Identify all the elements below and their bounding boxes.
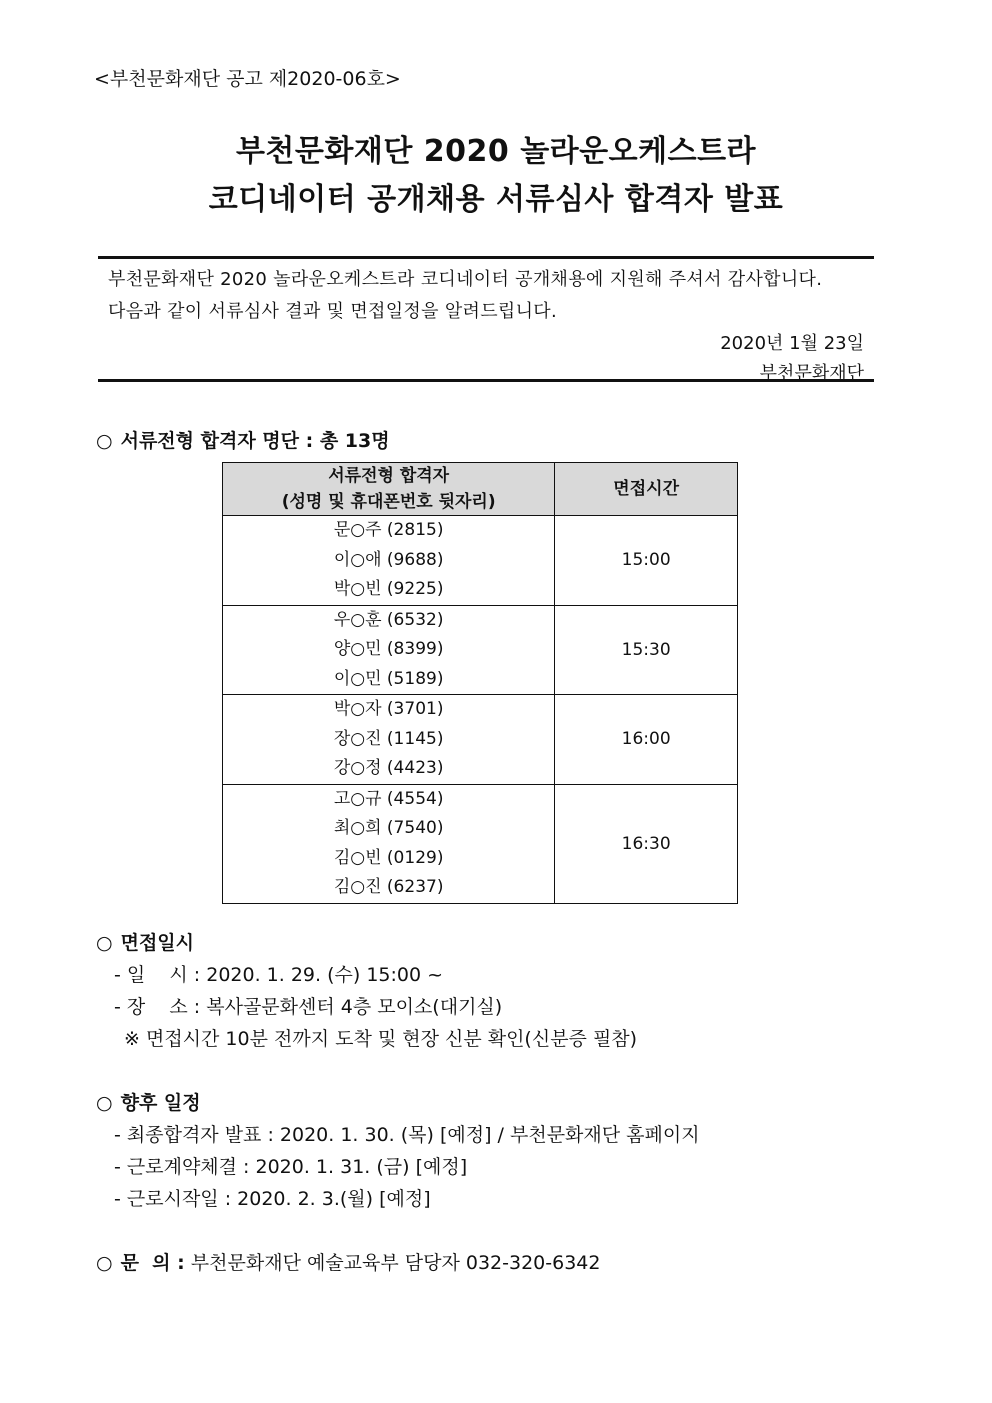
candidate-entry: 이○애 (9688) bbox=[333, 549, 444, 570]
notice-number: <부천문화재단 공고 제2020-06호> bbox=[94, 68, 401, 90]
candidate-group bbox=[223, 516, 555, 606]
interview-note: ※ 면접시간 10분 전까지 도착 및 현장 신분 확인(신분증 필참) bbox=[124, 1028, 638, 1050]
circle-bullet-icon: ○ bbox=[96, 1252, 113, 1274]
schedule-item: - 근로시작일 : 2020. 2. 3.(월) [예정] bbox=[114, 1188, 431, 1210]
circle-bullet-icon: ○ bbox=[96, 430, 113, 452]
intro-text-1: 부천문화재단 2020 놀라운오케스트라 코디네이터 공개채용에 지원해 주셔서 감사합니다. bbox=[108, 269, 823, 290]
interview-time: 16:00 bbox=[555, 695, 738, 785]
pass-list-table bbox=[222, 462, 738, 904]
header-interview-time: 면접시간 bbox=[555, 463, 738, 516]
candidate-entry: 김○빈 (0129) bbox=[333, 847, 444, 868]
circle-bullet-icon: ○ bbox=[96, 1092, 113, 1114]
contact-line bbox=[96, 1248, 600, 1275]
announcement-date: 2020년 1월 23일 bbox=[720, 333, 864, 354]
candidate-entry: 박○빈 (9225) bbox=[333, 579, 444, 599]
table-row bbox=[223, 784, 738, 903]
candidate-entry: 이○민 (5189) bbox=[333, 668, 444, 689]
table-row bbox=[223, 695, 738, 785]
schedule-item: - 최종합격자 발표 : 2020. 1. 30. (목) [예정] / 부천문화재단 홈페이지 bbox=[114, 1124, 700, 1146]
pass-list-section-heading bbox=[96, 426, 390, 453]
candidate-entry: 문○주 (2815) bbox=[333, 520, 444, 540]
table-row bbox=[223, 516, 738, 606]
candidate-group bbox=[223, 695, 555, 785]
schedule-item: - 근로계약체결 : 2020. 1. 31. (금) [예정] bbox=[114, 1156, 468, 1178]
contact-text: 부천문화재단 예술교육부 담당자 032-320-6342 bbox=[190, 1252, 601, 1274]
candidate-entry: 우○훈 (6532) bbox=[333, 609, 444, 630]
candidate-entry: 김○진 (6237) bbox=[333, 877, 444, 897]
schedule-heading: 향후 일정 bbox=[120, 1092, 201, 1114]
interview-section-heading bbox=[96, 928, 194, 955]
header-candidates-line-1: 서류전형 합격자 bbox=[328, 466, 450, 486]
schedule-section-heading bbox=[96, 1088, 201, 1115]
circle-bullet-icon: ○ bbox=[96, 932, 113, 954]
page-title-line-2: 코디네이터 공개채용 서류심사 합격자 발표 bbox=[208, 182, 784, 217]
interview-heading: 면접일시 bbox=[120, 932, 195, 954]
interview-date-line: - 일 시 : 2020. 1. 29. (수) 15:00 ~ bbox=[114, 964, 444, 986]
interview-time: 15:00 bbox=[555, 516, 738, 606]
candidate-entry: 최○희 (7540) bbox=[333, 818, 444, 838]
header-candidates bbox=[223, 463, 555, 516]
table-row bbox=[223, 605, 738, 695]
candidate-entry: 장○진 (1145) bbox=[333, 728, 444, 749]
page-title-line-1: 부천문화재단 2020 놀라운오케스트라 bbox=[235, 134, 757, 169]
table-header-row bbox=[223, 463, 738, 516]
header-candidates-line-2: (성명 및 휴대폰번호 뒷자리) bbox=[281, 492, 496, 512]
organization-name: 부천문화재단 bbox=[759, 363, 864, 384]
intro-box bbox=[98, 256, 874, 382]
candidate-entry: 박○자 (3701) bbox=[333, 699, 444, 719]
interview-time: 16:30 bbox=[555, 784, 738, 903]
interview-time: 15:30 bbox=[555, 605, 738, 695]
contact-label: 문 의 : bbox=[120, 1252, 185, 1274]
pass-list-heading: 서류전형 합격자 명단 : 총 13명 bbox=[120, 430, 390, 452]
interview-place-line: - 장 소 : 복사골문화센터 4층 모이소(대기실) bbox=[114, 996, 503, 1018]
intro-text-2: 다음과 같이 서류심사 결과 및 면접일정을 알려드립니다. bbox=[108, 301, 557, 322]
candidate-entry: 양○민 (8399) bbox=[333, 639, 444, 659]
candidate-group bbox=[223, 784, 555, 903]
candidate-entry: 고○규 (4554) bbox=[333, 788, 444, 809]
candidate-entry: 강○정 (4423) bbox=[333, 758, 444, 778]
candidate-group bbox=[223, 605, 555, 695]
